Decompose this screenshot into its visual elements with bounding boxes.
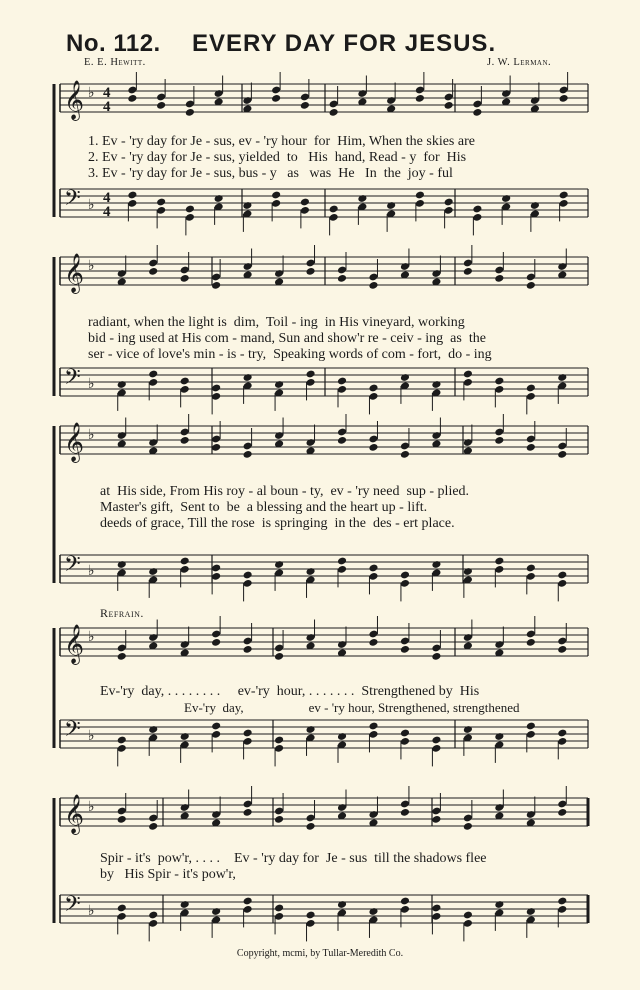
note-head [243,571,253,580]
note-head [148,822,158,831]
note-head [127,191,137,200]
note-head [211,443,221,452]
note-head [148,911,158,920]
note-head [211,384,221,393]
treble-clef-icon: 𝄞 [64,422,85,462]
note-head [274,652,284,661]
note-head [337,377,347,386]
note-head [211,722,221,731]
note-head [463,567,473,576]
note-head [368,907,378,916]
note-head [526,907,536,916]
note-head [337,274,347,283]
note-head [337,732,347,741]
bass-clef-icon: 𝄢 [64,186,81,216]
poet-credit: E. E. Hewitt. [84,57,146,68]
note-head [271,191,281,200]
flat-icon: ♭ [88,903,95,919]
note-head [494,377,504,386]
note-head [526,722,536,731]
note-head [305,725,315,734]
note-head [400,645,410,654]
treble-clef-icon: 𝄞 [64,794,85,834]
note-head [329,108,339,117]
note-head [180,557,190,566]
note-head [463,725,473,734]
note-head [305,822,315,831]
hymn-number: No. 112. [66,30,161,57]
note-head [274,815,284,824]
note-head [557,808,567,817]
note-head [148,725,158,734]
note-head [185,205,195,214]
note-head [211,907,221,916]
note-head [415,94,425,103]
note-head [274,560,284,569]
note-head [243,450,253,459]
note-head [305,370,315,379]
note-head [526,638,536,647]
note-head [526,564,536,573]
note-head [463,911,473,920]
note-head [400,373,410,382]
copyright-notice: Copyright, mcmi, by Tullar-Meredith Co. [236,948,404,959]
note-head [337,436,347,445]
note-head [148,370,158,379]
note-head [300,101,310,110]
note-head [368,281,378,290]
note-head [180,900,190,909]
note-head [526,443,536,452]
note-head [526,281,536,290]
note-head [494,732,504,741]
note-head [117,380,127,389]
note-head [472,205,482,214]
lyric-line-verse2-a: 2. Ev - 'ry day for Je - sus, yielded to His hand, Read - y for His [88,150,467,165]
note-head [494,436,504,445]
note-head [444,101,454,110]
bass-clef-icon: 𝄢 [64,892,81,922]
note-head [357,194,367,203]
flat-icon: ♭ [88,629,95,645]
lyric-line-verse1-b: radiant, when the light is dim, Toil - ing in His vineyard, working [88,315,465,330]
treble-clef-icon: 𝄞 [64,624,85,664]
note-head [444,198,454,207]
note-head [243,729,253,738]
note-head [214,194,224,203]
note-head [305,567,315,576]
note-head [368,722,378,731]
flat-icon: ♭ [88,728,95,744]
treble-clef-icon: 𝄞 [64,80,85,120]
bass-clef-icon: 𝄢 [64,717,81,747]
note-head [400,897,410,906]
time-signature-bottom: 4 [103,99,111,115]
note-head [415,191,425,200]
note-head [337,557,347,566]
note-head [211,638,221,647]
note-head [463,267,473,276]
time-signature-bottom: 4 [103,204,111,220]
flat-icon: ♭ [88,85,95,101]
note-head [368,384,378,393]
note-head [271,94,281,103]
flat-icon: ♭ [88,197,95,213]
note-head [117,736,127,745]
lyric-line-verse1-c: at His side, From His roy - al boun - ty, ev - 'ry need sup - plied. [100,484,470,499]
note-head [400,450,410,459]
note-head [559,94,569,103]
note-head [243,897,253,906]
note-head [368,564,378,573]
flat-icon: ♭ [88,258,95,274]
note-head [117,904,127,913]
note-head [400,808,410,817]
note-head [156,101,166,110]
note-head [557,373,567,382]
bass-clef-icon: 𝄢 [64,552,81,582]
note-head [211,564,221,573]
bass-clef-icon: 𝄢 [64,365,81,395]
note-head [243,373,253,382]
note-head [117,652,127,661]
note-head [180,436,190,445]
lyric-line-verse3-b: ser - vice of love's min - is - try, Speaking words of com - fort, do - ing [88,347,492,362]
note-head [472,108,482,117]
note-head [557,897,567,906]
note-head [274,904,284,913]
flat-icon: ♭ [88,376,95,392]
note-head [211,281,221,290]
lyric-line-verse3-a: 3. Ev - 'ry day for Je - sus, bus - y as was He In the joy - ful [88,166,453,181]
note-head [559,191,569,200]
note-head [274,380,284,389]
note-head [400,571,410,580]
note-head [117,815,127,824]
note-head [431,652,441,661]
note-head [180,274,190,283]
note-head [400,729,410,738]
note-head [431,736,441,745]
refrain-label: Refrain. [100,606,144,620]
final-lyric-soprano: Spir - it's pow'r, . . . . Ev - 'ry day for Je - sus till the shadows flee [100,851,487,866]
note-head [180,732,190,741]
note-head [431,380,441,389]
note-head [148,567,158,576]
note-head [305,911,315,920]
note-head [117,560,127,569]
note-head [463,822,473,831]
note-head [337,900,347,909]
note-head [243,808,253,817]
flat-icon: ♭ [88,427,95,443]
note-head [368,443,378,452]
note-head [243,645,253,654]
flat-icon: ♭ [88,563,95,579]
note-head [305,267,315,276]
hymn-title: EVERY DAY FOR JESUS. [192,30,497,57]
lyric-line-verse2-b: bid - ing used at His com - mand, Sun and show'r re - ceiv - ing as the [88,331,486,346]
note-head [242,201,252,210]
note-head [180,377,190,386]
treble-clef-icon: 𝄞 [64,253,85,293]
note-head [501,194,511,203]
note-head [557,729,567,738]
note-head [494,274,504,283]
note-head [329,205,339,214]
refrain-lyric-bass: Ev-'ry day, ev - 'ry hour, Strengthened, strengthened [184,700,520,715]
lyric-line-verse1-a: 1. Ev - 'ry day for Je - sus, ev - 'ry hour for Him, When the skies are [88,134,475,149]
note-head [148,267,158,276]
note-head [431,904,441,913]
note-head [431,560,441,569]
note-head [557,450,567,459]
note-head [274,736,284,745]
note-head [557,645,567,654]
note-head [526,384,536,393]
time-signature-top: 4 [103,190,111,206]
note-head [156,198,166,207]
note-head [557,571,567,580]
note-head [494,900,504,909]
note-head [127,94,137,103]
refrain-lyric-soprano: Ev-'ry day, . . . . . . . . ev-'ry hour, . . . . . . . Strengthened by His [100,684,480,699]
note-head [463,370,473,379]
lyric-line-verse2-c: Master's gift, Sent to be a blessing and the heart up - lift. [100,500,428,515]
note-head [386,201,396,210]
flat-icon: ♭ [88,799,95,815]
note-head [300,198,310,207]
lyric-line-verse3-c: deeds of grace, Till the rose is springing in the des - ert place. [100,516,455,531]
note-head [368,638,378,647]
note-head [494,557,504,566]
note-head [530,201,540,210]
note-head [431,815,441,824]
composer-credit: J. W. Lerman. [487,57,552,68]
final-lyric-bass: by His Spir - it's pow'r, [100,867,236,882]
time-signature-top: 4 [103,85,111,101]
note-head [185,108,195,117]
